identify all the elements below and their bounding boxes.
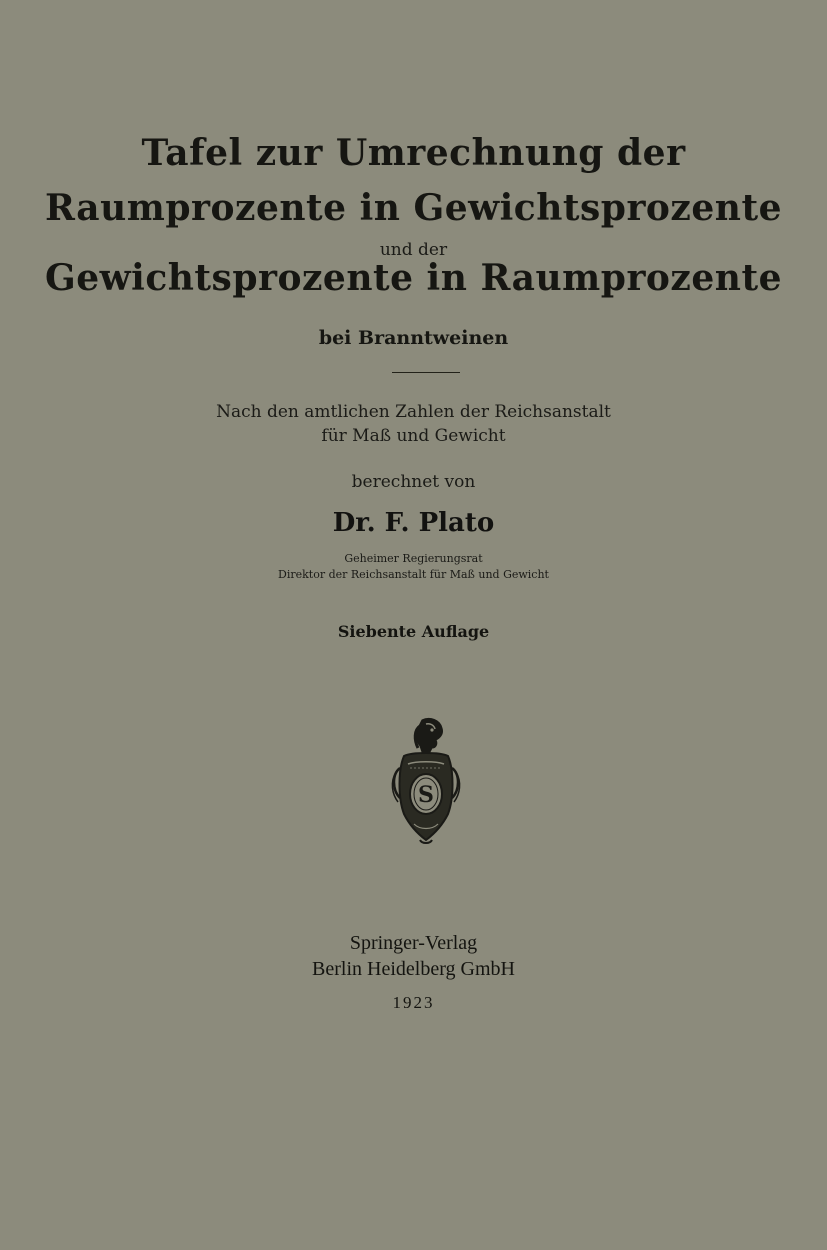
source-line-1: Nach den amtlichen Zahlen der Reichsanstalt bbox=[216, 402, 611, 422]
author-role-2: Direktor der Reichsanstalt für Maß und Gewicht bbox=[278, 568, 549, 581]
subtitle: bei Branntweinen bbox=[318, 327, 509, 349]
emblem-letter: S bbox=[418, 782, 434, 808]
author-intro: berechnet von bbox=[351, 472, 476, 492]
title-line-1: Tafel zur Umrechnung der bbox=[141, 132, 686, 174]
source-line-2: für Maß und Gewicht bbox=[321, 426, 506, 446]
title-connector: und der bbox=[379, 240, 448, 260]
author-role-1: Geheimer Regierungsrat bbox=[344, 552, 483, 565]
springer-horse-emblem-icon bbox=[386, 712, 466, 848]
publisher-line-1: Springer-Verlag bbox=[349, 932, 478, 954]
title-line-3: Gewichtsprozente in Raumprozente bbox=[45, 257, 782, 299]
publication-year: 1923 bbox=[392, 993, 435, 1012]
publisher-line-2: Berlin Heidelberg GmbH bbox=[312, 958, 515, 980]
author-name: Dr. F. Plato bbox=[332, 508, 495, 538]
title-line-2: Raumprozente in Gewichtsprozente bbox=[45, 187, 782, 229]
edition: Siebente Auflage bbox=[337, 622, 490, 641]
divider-rule bbox=[392, 372, 460, 373]
